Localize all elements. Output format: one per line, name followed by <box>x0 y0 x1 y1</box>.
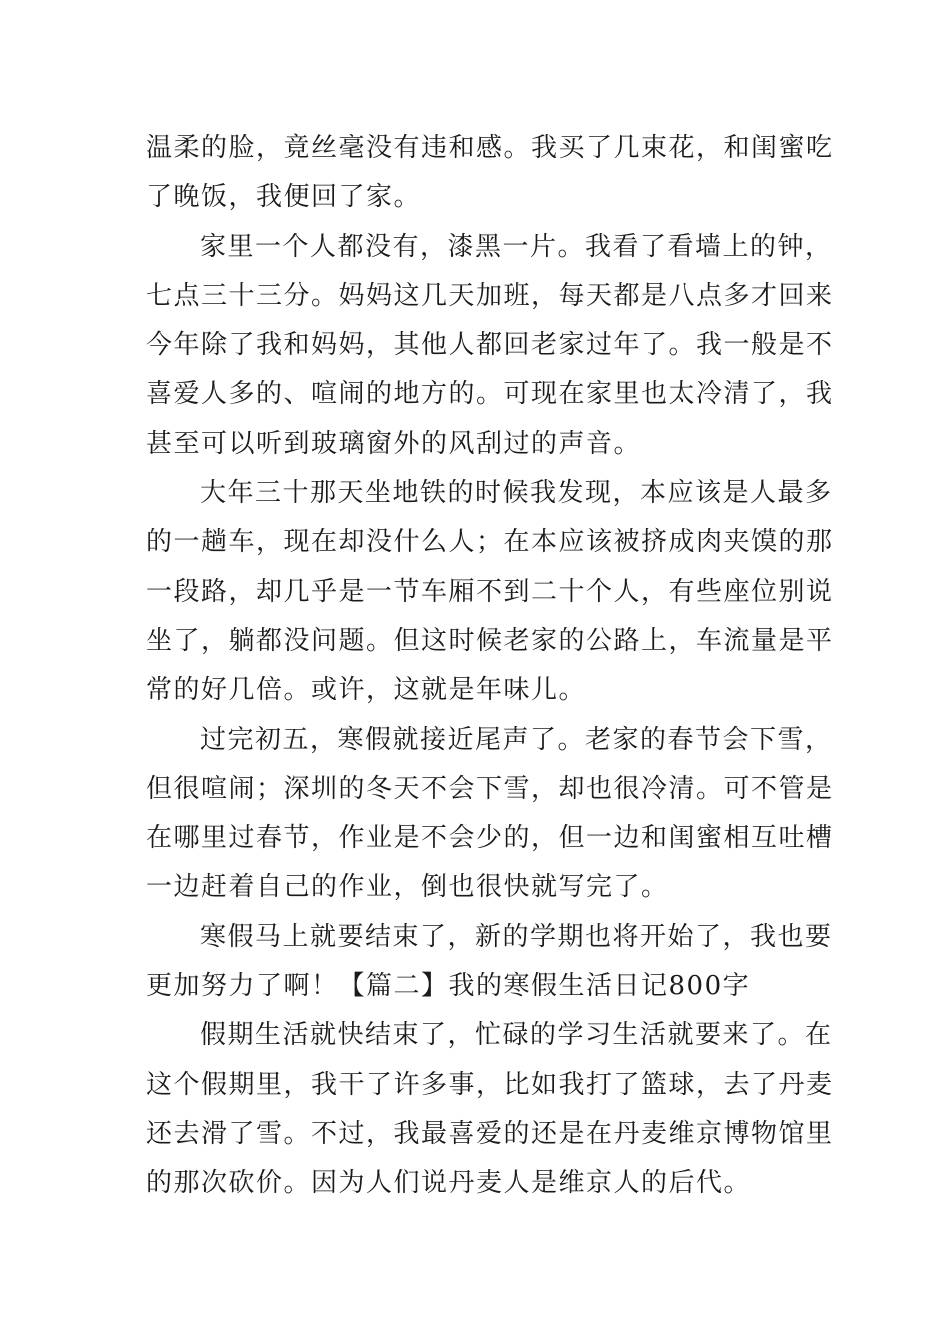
text-line: 更加努力了啊！【篇二】我的寒假生活日记800字 <box>146 971 751 1002</box>
text-line: 了晚饭，我便回了家。 <box>146 182 422 213</box>
text-line: 还去滑了雪。不过，我最喜爱的还是在丹麦维京博物馆里 <box>146 1118 834 1149</box>
text-line: 这个假期里，我干了许多事，比如我打了篮球，去了丹麦 <box>146 1069 834 1100</box>
text-line: 家里一个人都没有，漆黑一片。我看了看墙上的钟， <box>200 231 833 262</box>
text-line: 今年除了我和妈妈，其他人都回老家过年了。我一般是不 <box>146 330 834 361</box>
text-line: 寒假马上就要结束了，新的学期也将开始了，我也要 <box>200 921 833 952</box>
text-line: 一段路，却几乎是一节车厢不到二十个人，有些座位别说 <box>146 576 834 607</box>
text-line: 常的好几倍。或许，这就是年味儿。 <box>146 675 587 706</box>
document-body <box>146 124 834 1209</box>
text-line: 喜爱人多的、喧闹的地方的。可现在家里也太冷清了，我 <box>146 379 834 410</box>
text-line: 温柔的脸，竟丝毫没有违和感。我买了几束花，和闺蜜吃 <box>146 133 834 163</box>
text-line: 过完初五，寒假就接近尾声了。老家的春节会下雪， <box>200 724 833 755</box>
text-line: 但很喧闹；深圳的冬天不会下雪，却也很冷清。可不管是 <box>146 773 834 804</box>
text-line: 七点三十三分。妈妈这几天加班，每天都是八点多才回来 <box>146 280 834 311</box>
text-line: 的那次砍价。因为人们说丹麦人是维京人的后代。 <box>146 1168 752 1199</box>
text-line: 假期生活就快结束了，忙碌的学习生活就要来了。在 <box>200 1020 833 1051</box>
text-line: 的一趟车，现在却没什么人；在本应该被挤成肉夹馍的那 <box>146 527 834 558</box>
text-line: 甚至可以听到玻璃窗外的风刮过的声音。 <box>146 428 642 459</box>
text-line: 在哪里过春节，作业是不会少的，但一边和闺蜜相互吐槽 <box>146 823 834 854</box>
text-line: 大年三十那天坐地铁的时候我发现，本应该是人最多 <box>200 478 833 509</box>
text-line: 坐了，躺都没问题。但这时候老家的公路上，车流量是平 <box>146 625 834 656</box>
text-line: 一边赶着自己的作业，倒也很快就写完了。 <box>146 872 669 903</box>
